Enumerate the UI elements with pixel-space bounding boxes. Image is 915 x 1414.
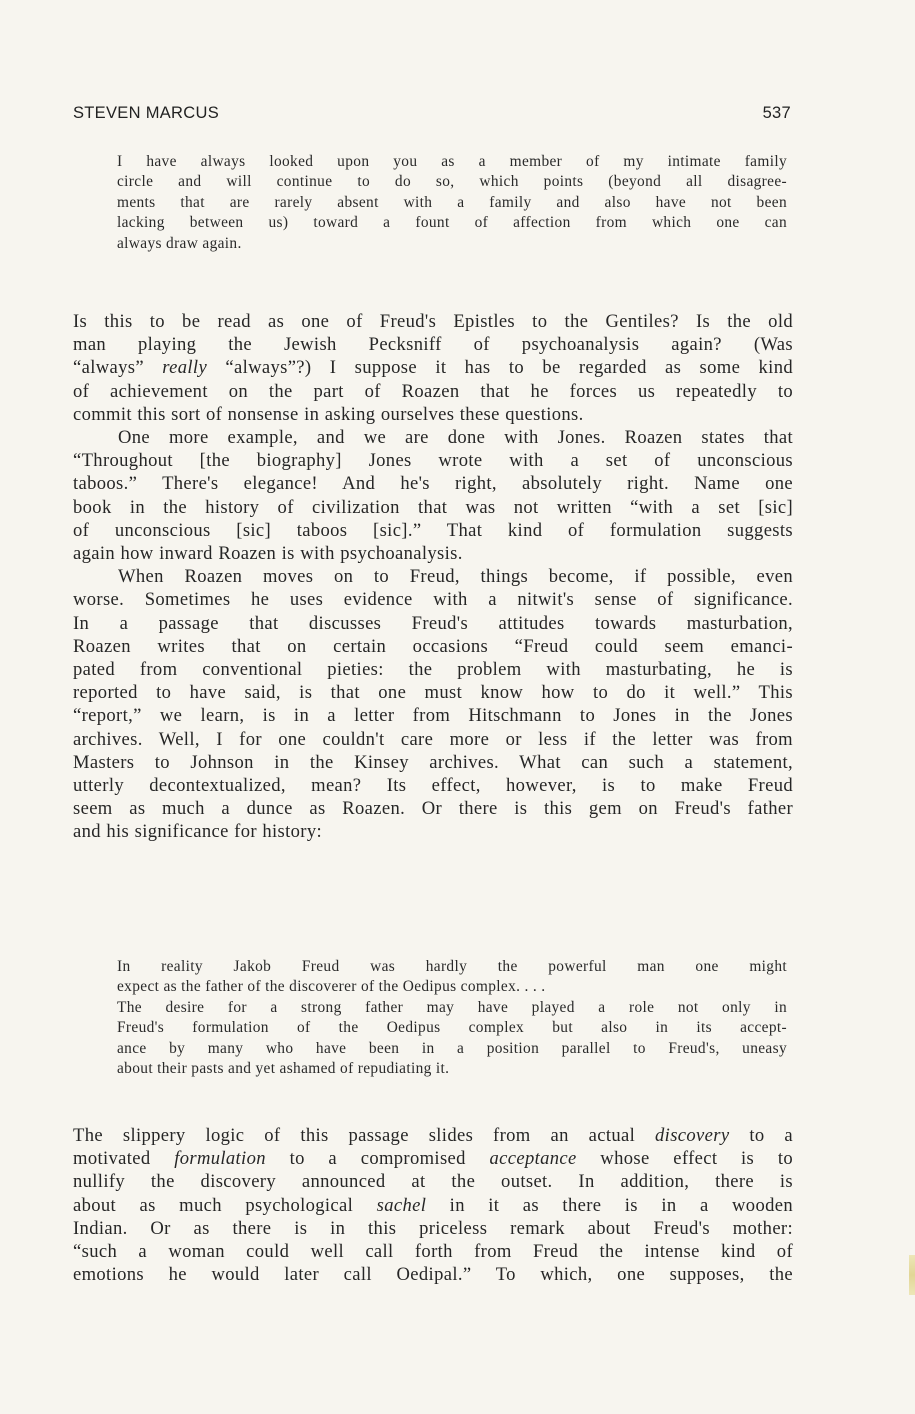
body-line: Masters to Johnson in the Kinsey archives. What can such a statement, (73, 751, 793, 773)
body-line: Is this to be read as one of Freud's Epistles to the Gentiles? Is the old (73, 311, 793, 332)
body-line: Roazen writes that on certain occasions “Freud could seem emanci- (73, 635, 793, 657)
italic-word: sachel (376, 1194, 427, 1216)
body-line: In a passage that discusses Freud's attitudes towards masturbation, (73, 612, 793, 634)
running-header (73, 104, 791, 128)
body-line: Indian. Or as there is in this priceless remark about Freud's mother: (73, 1217, 793, 1239)
body-line: of unconscious [sic] taboos [sic].” That kind of formulation suggests (73, 519, 793, 541)
body-line: nullify the discovery announced at the outset. In addition, there is (73, 1171, 793, 1193)
page-edge-mark (909, 1255, 915, 1295)
body-line: man playing the Jewish Pecksniff of psychoanalysis again? (Was (73, 334, 793, 356)
page-number: 537 (762, 104, 791, 122)
body-line: about as much psychological sachel in it as there is in a wooden (73, 1194, 793, 1216)
body-line: seem as much a dunce as Roazen. Or there is this gem on Freud's father (73, 798, 793, 820)
quote-line: about their pasts and yet ashamed of repudiating it. (117, 1060, 450, 1078)
italic-word: formulation (174, 1148, 266, 1170)
body-line: book in the history of civilization that was not written “with a set [sic] (73, 496, 793, 518)
body-line: worse. Sometimes he uses evidence with a nitwit's sense of significance. (73, 589, 793, 611)
body-line: emotions he would later call Oedipal.” To which, one supposes, the (73, 1264, 793, 1286)
quote-line: always draw again. (117, 234, 242, 252)
italic-word: really (162, 357, 208, 379)
body-line: “report,” we learn, is in a letter from Hitschmann to Jones in the Jones (73, 705, 793, 727)
body-line: “always” really “always”?) I suppose it has to be regarded as some kind (73, 357, 793, 379)
body-line: pated from conventional pieties: the problem with masturbating, he is (73, 659, 793, 681)
body-line: taboos.” There's elegance! And he's right, absolutely right. Name one (73, 473, 793, 495)
body-line: The slippery logic of this passage slides from an actual discovery to a (73, 1125, 793, 1146)
quote-line: The desire for a strong father may have played a role not only in (117, 998, 787, 1016)
quote-line: In reality Jakob Freud was hardly the powerful man one might (117, 958, 787, 975)
body-line: motivated formulation to a compromised acceptance whose effect is to (73, 1148, 793, 1170)
quote-line: ance by many who have been in a position parallel to Freud's, uneasy (117, 1039, 787, 1057)
quote-line: expect as the father of the discoverer of the Oedipus complex. . . . (117, 978, 546, 996)
quote-line: I have always looked upon you as a member of my intimate family (117, 153, 787, 170)
italic-word: acceptance (489, 1148, 577, 1170)
body-line: commit this sort of nonsense in asking ourselves these questions. (73, 403, 584, 425)
quote-line: lacking between us) toward a fount of affection from which one can (117, 214, 787, 232)
body-line: “such a woman could well call forth from Freud the intense kind of (73, 1241, 793, 1263)
body-line: of achievement on the part of Roazen that he forces us repeatedly to (73, 380, 793, 402)
quote-line: circle and will continue to do so, which points (beyond all disagree- (117, 173, 787, 191)
body-line: again how inward Roazen is with psychoanalysis. (73, 543, 463, 565)
body-paragraphs-1 (73, 310, 793, 844)
body-line: reported to have said, is that one must know how to do it well.” This (73, 682, 793, 704)
body-line: archives. Well, I for one couldn't care more or less if the letter was from (73, 728, 793, 750)
body-line: and his significance for history: (73, 821, 323, 843)
body-paragraphs-2 (73, 1124, 793, 1286)
running-header-author: STEVEN MARCUS (73, 104, 220, 122)
italic-word: discovery (655, 1125, 730, 1146)
body-line: utterly decontextualized, mean? Its effect, however, is to make Freud (73, 775, 793, 797)
body-line: When Roazen moves on to Freud, things become, if possible, even (118, 566, 793, 588)
block-quote-letter (117, 152, 787, 254)
body-line: “Throughout [the biography] Jones wrote with a set of unconscious (73, 450, 793, 472)
block-quote-roazen (117, 957, 787, 1079)
body-line: One more example, and we are done with Jones. Roazen states that (118, 427, 793, 449)
quote-line: Freud's formulation of the Oedipus complex but also in its accept- (117, 1019, 787, 1037)
quote-line: ments that are rarely absent with a family and also have not been (117, 193, 787, 211)
